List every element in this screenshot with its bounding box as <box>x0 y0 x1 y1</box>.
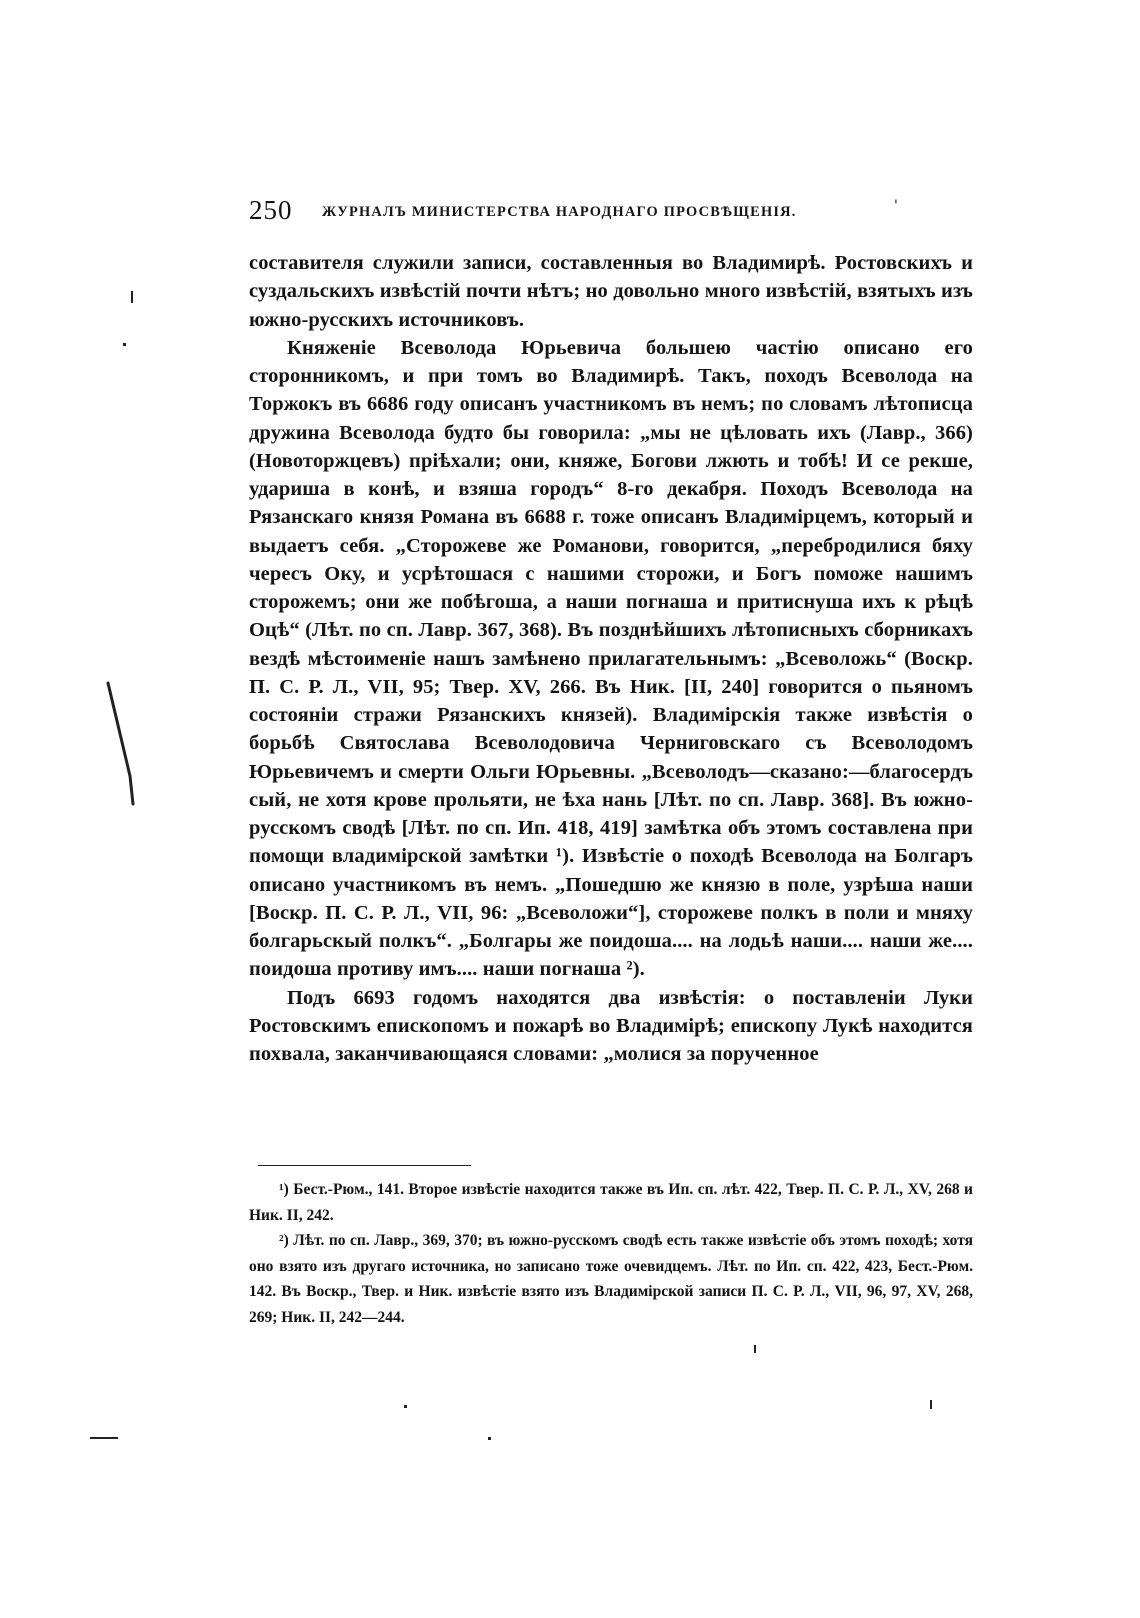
main-text <box>249 249 973 1068</box>
margin-speck <box>131 291 133 303</box>
margin-speck <box>123 343 126 346</box>
paragraph-year-6693: Подъ 6693 годомъ находятся два извѣстія: о поставленіи Луки Ростовскимъ епископомъ и пожарѣ во Владимірѣ; епископу Лукѣ находится похвала, заканчивающаяся словами: „молися за порученное <box>249 986 973 1065</box>
page-number: 250 <box>249 195 293 225</box>
header-mark: ' <box>894 198 898 214</box>
margin-speck <box>90 1437 118 1439</box>
margin-pencil-stroke <box>100 680 150 810</box>
margin-speck <box>404 1405 407 1408</box>
footnotes <box>249 1177 973 1330</box>
paragraph-continued: составителя служили записи, составленныя во Владимирѣ. Ростовскихъ и суздальскихъ извѣстій почти нѣтъ; но довольно много извѣстій, взятыхъ изъ южно-русскихъ источниковъ. <box>249 252 973 331</box>
margin-speck <box>754 1345 756 1353</box>
paragraph-vsevolod-reign: Княженіе Всеволода Юрьевича большею частію описано его сторонникомъ, и при томъ во Владимирѣ. Такъ, походъ Всеволода на Торжокъ въ 6686 году описанъ участникомъ въ немъ; по словамъ лѣтописца дружина Всеволода будто бы говорила: „мы не цѣловать ихъ (Лавр., 366) (Новоторжцевъ) пріѣхали; они, княже, Богови лжють и тобѣ! И се рекше, удариша в конѣ, и взяша городъ“ 8-го декабря. Походъ Всеволода на Рязанскаго князя Романа въ 6688 г. тоже описанъ Владимірцемъ, который и выдаетъ себя. „Сторожеве же Романови, говорится, „перебродилися бяху чересъ Оку, и усрѣтошася с нашими сторожи, и Богъ поможе нашимъ сторожемъ; они же побѣгоша, а наши погнаша и притиснуша ихъ к рѣцѣ Оцѣ“ (Лѣт. по сп. Лавр. 367, 368). Въ позднѣйшихъ лѣтописныхъ сборникахъ вездѣ мѣстоименіе нашъ замѣнено прилагательнымъ: „Всеволожь“ (Воскр. П. С. Р. Л., VII, 95; Твер. XV, 266. Въ Ник. [II, 240] говорится о пьяномъ состояніи стражи Рязанскихъ князей). Владимірскія также извѣстія о борьбѣ Святослава Всеволодовича Черниговскаго съ Всеволодомъ Юрьевичемъ и смерти Ольги Юрьевны. „Всеволодъ—сказано:—благосердъ сый, не хотя крове прольяти, не ѣха нань [Лѣт. по сп. Лавр. 368]. Въ южно-русскомъ сводѣ [Лѣт. по сп. Ип. 418, 419] замѣтка объ этомъ составлена при помощи владимірской замѣтки ¹). Извѣстіе о походѣ Всеволода на Болгаръ описано участникомъ въ немъ. „Пошедшю же князю в поле, узрѣша наши [Воскр. П. С. Р. Л., VII, 96: „Всеволожи“], сторожеве полкъ в поли и мняху болгарьскый полкъ“. „Болгары же поидоша.... на лодьѣ наши.... наши же.... поидоша противу имъ.... наши погнаша ²). <box>249 336 973 981</box>
margin-speck <box>488 1437 491 1440</box>
running-title: ЖУРНАЛЪ МИНИСТЕРСТВА НАРОДНАГО ПРОСВѢЩЕНІЯ. <box>322 204 797 220</box>
footnote-divider <box>258 1165 471 1166</box>
page-header <box>249 195 969 231</box>
footnote-1: ¹) Бест.-Рюм., 141. Второе извѣстіе находится также въ Ип. сп. лѣт. 422, Твер. П. С. Р. Л., XV, 268 и Ник. II, 242. <box>249 1181 973 1224</box>
margin-speck <box>930 1400 932 1409</box>
footnote-2: ²) Лѣт. по сп. Лавр., 369, 370; въ южно-русскомъ сводѣ есть также извѣстіе объ этомъ походѣ; хотя оно взято изъ другаго источника, но записано тоже очевидцемъ. Лѣт. по Ип. сп. 422, 423, Бест.-Рюм. 142. Въ Воскр., Твер. и Ник. извѣстіе взято изъ Владимірской записи П. С. Р. Л., VII, 96, 97, XV, 268, 269; Ник. II, 242—244. <box>249 1232 973 1326</box>
